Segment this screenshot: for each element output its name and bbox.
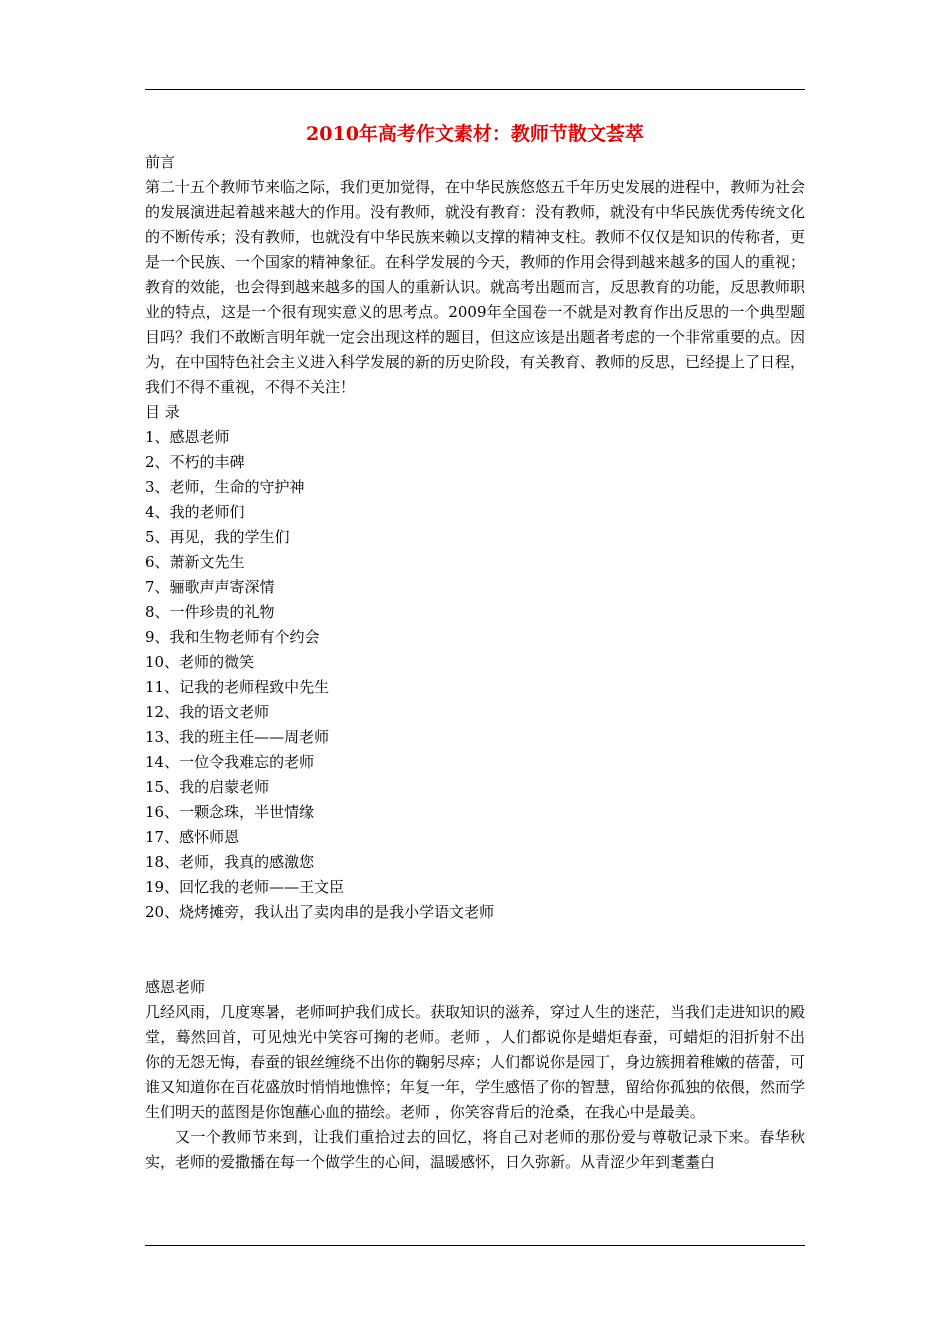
- toc-item: 13、我的班主任——周老师: [145, 728, 330, 746]
- toc-item: 18、老师，我真的感激您: [145, 853, 315, 871]
- toc-item: 6、萧新文先生: [145, 553, 245, 571]
- toc-item: 16、一颗念珠，半世情缘: [145, 803, 315, 821]
- toc-item: 10、老师的微笑: [145, 653, 255, 671]
- toc-item: 3、老师，生命的守护神: [145, 478, 305, 496]
- toc-item: 9、我和生物老师有个约会: [145, 628, 320, 646]
- section-paragraph: 几经风雨，几度寒暑，老师呵护我们成长。获取知识的滋养，穿过人生的迷茫，当我们走进知识的殿堂，蓦然回首，可见烛光中笑容可掬的老师。老师 ，人们都说你是蜡炬春蚕，可蜡炬的泪折射不出你的无怨无悔，春蚕的银丝缠绕不出你的鞠躬尽瘁；人们都说你是园丁，身边簇拥着稚嫩的蓓蕾，可谁又知道你在百花盛放时悄悄地憔悴；年复一年，学生感悟了你的智慧，留给你孤独的依偎，然而学生们明天的蓝图是你饱蘸心血的描绘。老师 ，你笑容背后的沧桑，在我心中是最美。: [145, 1003, 806, 1121]
- toc-item: 4、我的老师们: [145, 503, 245, 521]
- toc-item: 8、一件珍贵的礼物: [145, 603, 275, 621]
- preface-paragraph: 第二十五个教师节来临之际，我们更加觉得，在中华民族悠悠五千年历史发展的进程中，教师为社会的发展演进起着越来越大的作用。没有教师，就没有教育：没有教师，就没有中华民族优秀传统文化的不断传承；没有教师，也就没有中华民族来赖以支撑的精神支柱。教师不仅仅是知识的传称者，更是一个民族、一个国家的精神象征。在科学发展的今天，教师的作用会得到越来越多的国人的重视；教育的效能，也会得到越来越多的国人的重新认识。就高考出题而言，反思教育的功能，反思教师职业的特点，这是一个很有现实意义的思考点。2009年全国卷一不就是对教育作出反思的一个典型题目吗？我们不敢断言明年就一定会出现这样的题目，但这应该是出题者考虑的一个非常重要的点。因为，在中国特色社会主义进入科学发展的新的历史阶段，有关教育、教师的反思，已经提上了日程，我们不得不重视，不得不关注！: [145, 178, 806, 396]
- section-spacer: [145, 925, 805, 975]
- toc-item: 1、感恩老师: [145, 428, 230, 446]
- header-rule: [145, 89, 805, 90]
- document-body: [145, 118, 805, 1175]
- section-heading: 感恩老师: [145, 978, 206, 996]
- toc-item: 17、感怀师恩: [145, 828, 240, 846]
- toc-item: 20、烧烤摊旁，我认出了卖肉串的是我小学语文老师: [145, 903, 495, 921]
- table-of-contents: [145, 425, 805, 925]
- footer-rule: [145, 1245, 805, 1246]
- toc-item: 19、回忆我的老师——王文臣: [145, 878, 345, 896]
- document-title: 2010年高考作文素材：教师节散文荟萃: [306, 123, 644, 145]
- preface-heading: 前言: [145, 153, 176, 171]
- toc-heading: 目 录: [145, 403, 180, 421]
- toc-item: 12、我的语文老师: [145, 703, 270, 721]
- toc-item: 15、我的启蒙老师: [145, 778, 270, 796]
- section-paragraph: 又一个教师节来到，让我们重拾过去的回忆，将自己对老师的那份爱与尊敬记录下来。春华秋实，老师的爱撒播在每一个做学生的心间，温暖感怀，日久弥新。从青涩少年到耄耋白: [145, 1128, 805, 1171]
- toc-item: 14、一位令我难忘的老师: [145, 753, 315, 771]
- toc-item: 5、再见，我的学生们: [145, 528, 290, 546]
- toc-item: 2、不朽的丰碑: [145, 453, 245, 471]
- toc-item: 7、骊歌声声寄深情: [145, 578, 275, 596]
- toc-item: 11、记我的老师程致中先生: [145, 678, 330, 696]
